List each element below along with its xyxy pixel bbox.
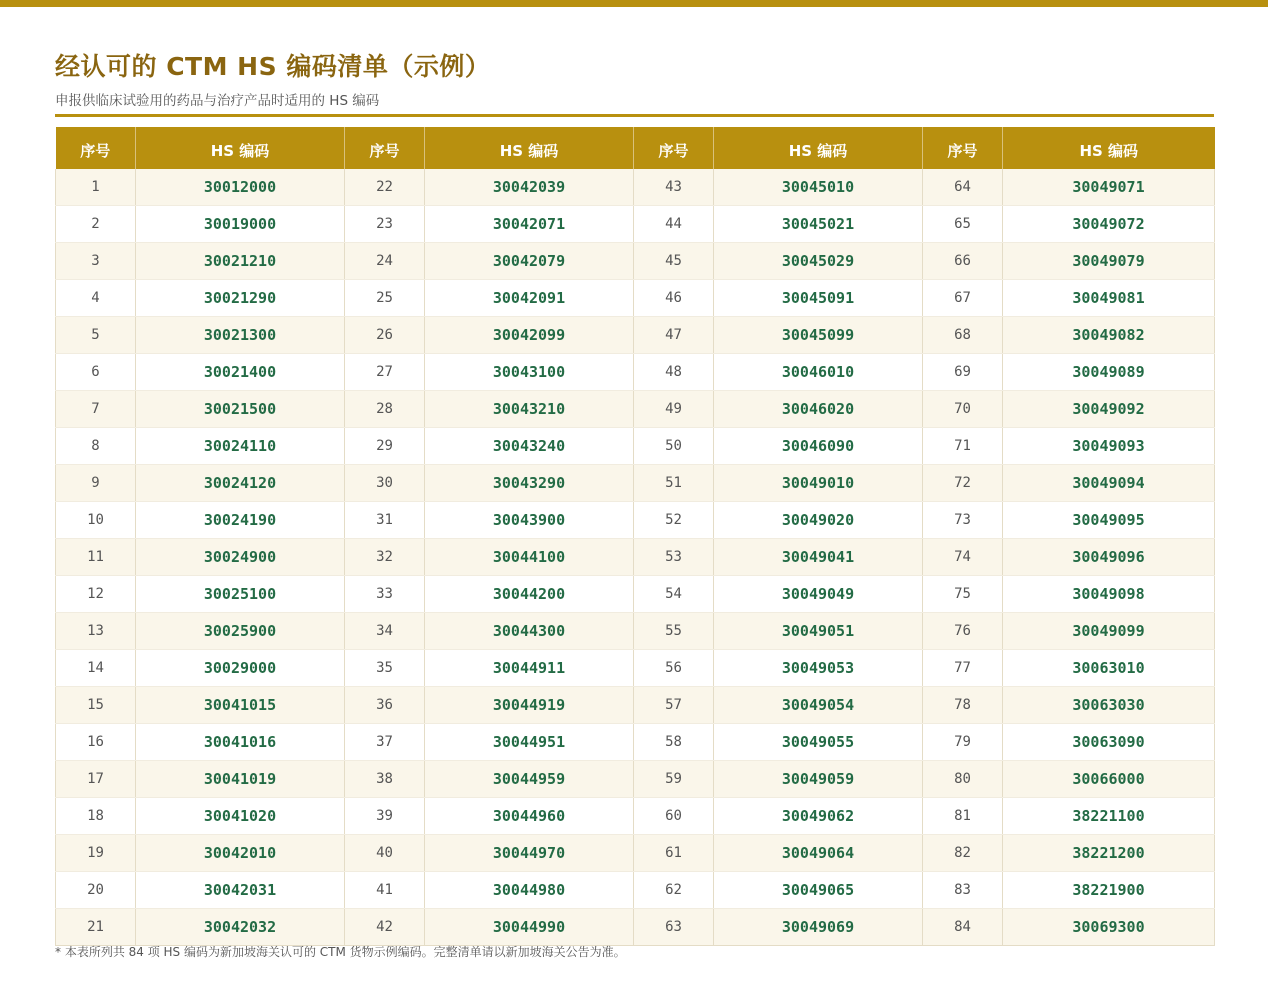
row-index-cell: 55 [634, 613, 714, 650]
row-index-cell: 29 [345, 428, 425, 465]
row-index-cell: 24 [345, 243, 425, 280]
row-index-cell: 9 [56, 465, 136, 502]
hs-code-cell: 30049093 [1003, 428, 1215, 465]
hs-code-cell: 30012000 [136, 169, 345, 206]
table-row [56, 909, 1215, 946]
column-header-hs-code: HS 编码 [136, 127, 345, 169]
hs-code-cell: 30063010 [1003, 650, 1215, 687]
table-row [56, 798, 1215, 835]
row-index-cell: 8 [56, 428, 136, 465]
hs-code-cell: 30042099 [425, 317, 634, 354]
hs-code-cell: 30045099 [714, 317, 923, 354]
row-index-cell: 11 [56, 539, 136, 576]
row-index-cell: 40 [345, 835, 425, 872]
hs-code-cell: 30041016 [136, 724, 345, 761]
column-header-index: 序号 [345, 127, 425, 169]
row-index-cell: 56 [634, 650, 714, 687]
hs-code-cell: 30066000 [1003, 761, 1215, 798]
row-index-cell: 37 [345, 724, 425, 761]
row-index-cell: 17 [56, 761, 136, 798]
row-index-cell: 66 [923, 243, 1003, 280]
hs-code-cell: 30049051 [714, 613, 923, 650]
row-index-cell: 4 [56, 280, 136, 317]
row-index-cell: 26 [345, 317, 425, 354]
row-index-cell: 73 [923, 502, 1003, 539]
hs-code-cell: 30045091 [714, 280, 923, 317]
row-index-cell: 78 [923, 687, 1003, 724]
row-index-cell: 60 [634, 798, 714, 835]
row-index-cell: 72 [923, 465, 1003, 502]
row-index-cell: 58 [634, 724, 714, 761]
hs-code-cell: 30045029 [714, 243, 923, 280]
hs-code-cell: 30049099 [1003, 613, 1215, 650]
table-row [56, 502, 1215, 539]
hs-code-cell: 30049041 [714, 539, 923, 576]
column-header-hs-code: HS 编码 [714, 127, 923, 169]
table-row [56, 169, 1215, 206]
row-index-cell: 54 [634, 576, 714, 613]
row-index-cell: 23 [345, 206, 425, 243]
table-row [56, 280, 1215, 317]
hs-code-cell: 30042039 [425, 169, 634, 206]
row-index-cell: 64 [923, 169, 1003, 206]
row-index-cell: 63 [634, 909, 714, 946]
top-accent-bar [0, 0, 1268, 7]
table-row [56, 391, 1215, 428]
hs-code-cell: 30044990 [425, 909, 634, 946]
table-row [56, 354, 1215, 391]
hs-code-cell: 30043100 [425, 354, 634, 391]
row-index-cell: 76 [923, 613, 1003, 650]
row-index-cell: 36 [345, 687, 425, 724]
hs-code-cell: 30049096 [1003, 539, 1215, 576]
table-row [56, 243, 1215, 280]
row-index-cell: 31 [345, 502, 425, 539]
row-index-cell: 46 [634, 280, 714, 317]
table-header-row [56, 127, 1215, 169]
row-index-cell: 52 [634, 502, 714, 539]
row-index-cell: 33 [345, 576, 425, 613]
row-index-cell: 82 [923, 835, 1003, 872]
page-subtitle: 申报供临床试验用的药品与治疗产品时适用的 HS 编码 [55, 93, 380, 109]
hs-code-cell: 30042071 [425, 206, 634, 243]
hs-code-cell: 30021500 [136, 391, 345, 428]
column-header-index: 序号 [634, 127, 714, 169]
hs-code-cell: 30044951 [425, 724, 634, 761]
table-row [56, 613, 1215, 650]
table-row [56, 872, 1215, 909]
row-index-cell: 43 [634, 169, 714, 206]
row-index-cell: 70 [923, 391, 1003, 428]
row-index-cell: 13 [56, 613, 136, 650]
hs-code-cell: 30063090 [1003, 724, 1215, 761]
hs-code-cell: 30044919 [425, 687, 634, 724]
hs-code-cell: 30049095 [1003, 502, 1215, 539]
title-divider [55, 114, 1214, 117]
row-index-cell: 84 [923, 909, 1003, 946]
hs-code-cell: 30049081 [1003, 280, 1215, 317]
row-index-cell: 53 [634, 539, 714, 576]
row-index-cell: 69 [923, 354, 1003, 391]
row-index-cell: 62 [634, 872, 714, 909]
hs-code-cell: 30049079 [1003, 243, 1215, 280]
row-index-cell: 79 [923, 724, 1003, 761]
hs-code-cell: 38221200 [1003, 835, 1215, 872]
row-index-cell: 21 [56, 909, 136, 946]
hs-code-cell: 30069300 [1003, 909, 1215, 946]
hs-code-cell: 30042091 [425, 280, 634, 317]
hs-code-cell: 30042010 [136, 835, 345, 872]
hs-code-cell: 30046010 [714, 354, 923, 391]
row-index-cell: 18 [56, 798, 136, 835]
row-index-cell: 3 [56, 243, 136, 280]
hs-code-cell: 30049054 [714, 687, 923, 724]
table-row [56, 465, 1215, 502]
hs-code-cell: 30049062 [714, 798, 923, 835]
hs-code-cell: 30025900 [136, 613, 345, 650]
hs-code-cell: 30044200 [425, 576, 634, 613]
row-index-cell: 50 [634, 428, 714, 465]
hs-code-cell: 30043290 [425, 465, 634, 502]
hs-code-cell: 30044960 [425, 798, 634, 835]
row-index-cell: 20 [56, 872, 136, 909]
row-index-cell: 10 [56, 502, 136, 539]
row-index-cell: 38 [345, 761, 425, 798]
row-index-cell: 65 [923, 206, 1003, 243]
hs-code-cell: 30041015 [136, 687, 345, 724]
hs-code-cell: 30024900 [136, 539, 345, 576]
row-index-cell: 47 [634, 317, 714, 354]
hs-code-cell: 30021400 [136, 354, 345, 391]
hs-code-cell: 30042031 [136, 872, 345, 909]
table-row [56, 539, 1215, 576]
hs-code-cell: 30044970 [425, 835, 634, 872]
row-index-cell: 61 [634, 835, 714, 872]
hs-code-cell: 30044300 [425, 613, 634, 650]
row-index-cell: 49 [634, 391, 714, 428]
footnote: * 本表所列共 84 项 HS 编码为新加坡海关认可的 CTM 货物示例编码。完整清单请以新加坡海关公告为准。 [55, 945, 626, 959]
row-index-cell: 19 [56, 835, 136, 872]
hs-code-cell: 30049092 [1003, 391, 1215, 428]
hs-code-cell: 30043240 [425, 428, 634, 465]
hs-code-cell: 30042079 [425, 243, 634, 280]
row-index-cell: 30 [345, 465, 425, 502]
row-index-cell: 14 [56, 650, 136, 687]
column-header-hs-code: HS 编码 [1003, 127, 1215, 169]
hs-code-cell: 30063030 [1003, 687, 1215, 724]
hs-code-cell: 30021210 [136, 243, 345, 280]
row-index-cell: 42 [345, 909, 425, 946]
table-row [56, 206, 1215, 243]
hs-code-cell: 30049053 [714, 650, 923, 687]
row-index-cell: 71 [923, 428, 1003, 465]
page-title: 经认可的 CTM HS 编码清单（示例） [55, 52, 491, 81]
hs-code-cell: 30049049 [714, 576, 923, 613]
row-index-cell: 15 [56, 687, 136, 724]
row-index-cell: 83 [923, 872, 1003, 909]
row-index-cell: 22 [345, 169, 425, 206]
row-index-cell: 74 [923, 539, 1003, 576]
row-index-cell: 28 [345, 391, 425, 428]
table-row [56, 428, 1215, 465]
hs-code-cell: 30029000 [136, 650, 345, 687]
hs-code-cell: 30049059 [714, 761, 923, 798]
hs-code-cell: 30049064 [714, 835, 923, 872]
row-index-cell: 39 [345, 798, 425, 835]
hs-code-cell: 30049098 [1003, 576, 1215, 613]
hs-code-cell: 30041019 [136, 761, 345, 798]
hs-code-cell: 30046020 [714, 391, 923, 428]
row-index-cell: 57 [634, 687, 714, 724]
hs-code-cell: 30025100 [136, 576, 345, 613]
row-index-cell: 6 [56, 354, 136, 391]
hs-code-cell: 38221100 [1003, 798, 1215, 835]
row-index-cell: 81 [923, 798, 1003, 835]
row-index-cell: 35 [345, 650, 425, 687]
hs-code-table [55, 127, 1215, 946]
row-index-cell: 1 [56, 169, 136, 206]
row-index-cell: 2 [56, 206, 136, 243]
hs-code-cell: 30049010 [714, 465, 923, 502]
hs-code-cell: 30044959 [425, 761, 634, 798]
hs-code-cell: 30044911 [425, 650, 634, 687]
hs-code-cell: 30024120 [136, 465, 345, 502]
row-index-cell: 34 [345, 613, 425, 650]
row-index-cell: 12 [56, 576, 136, 613]
row-index-cell: 48 [634, 354, 714, 391]
hs-code-cell: 30045021 [714, 206, 923, 243]
row-index-cell: 27 [345, 354, 425, 391]
table-row [56, 724, 1215, 761]
hs-code-cell: 30049094 [1003, 465, 1215, 502]
hs-code-cell: 30049055 [714, 724, 923, 761]
hs-code-cell: 30021290 [136, 280, 345, 317]
hs-code-cell: 30021300 [136, 317, 345, 354]
hs-code-cell: 30044980 [425, 872, 634, 909]
table-row [56, 650, 1215, 687]
hs-code-cell: 30045010 [714, 169, 923, 206]
row-index-cell: 59 [634, 761, 714, 798]
row-index-cell: 45 [634, 243, 714, 280]
hs-code-cell: 30043900 [425, 502, 634, 539]
hs-code-cell: 30043210 [425, 391, 634, 428]
table-row [56, 835, 1215, 872]
row-index-cell: 80 [923, 761, 1003, 798]
hs-code-cell: 30049089 [1003, 354, 1215, 391]
row-index-cell: 75 [923, 576, 1003, 613]
hs-code-cell: 30049071 [1003, 169, 1215, 206]
table-row [56, 687, 1215, 724]
hs-code-cell: 30024190 [136, 502, 345, 539]
row-index-cell: 67 [923, 280, 1003, 317]
hs-code-cell: 30044100 [425, 539, 634, 576]
row-index-cell: 32 [345, 539, 425, 576]
table-row [56, 761, 1215, 798]
hs-code-cell: 38221900 [1003, 872, 1215, 909]
hs-code-cell: 30049069 [714, 909, 923, 946]
row-index-cell: 68 [923, 317, 1003, 354]
table-row [56, 317, 1215, 354]
hs-code-cell: 30041020 [136, 798, 345, 835]
hs-code-cell: 30049020 [714, 502, 923, 539]
row-index-cell: 77 [923, 650, 1003, 687]
hs-code-cell: 30046090 [714, 428, 923, 465]
hs-code-cell: 30019000 [136, 206, 345, 243]
row-index-cell: 25 [345, 280, 425, 317]
column-header-index: 序号 [923, 127, 1003, 169]
row-index-cell: 41 [345, 872, 425, 909]
column-header-hs-code: HS 编码 [425, 127, 634, 169]
column-header-index: 序号 [56, 127, 136, 169]
hs-code-cell: 30042032 [136, 909, 345, 946]
row-index-cell: 7 [56, 391, 136, 428]
row-index-cell: 44 [634, 206, 714, 243]
row-index-cell: 16 [56, 724, 136, 761]
hs-code-cell: 30024110 [136, 428, 345, 465]
hs-code-cell: 30049082 [1003, 317, 1215, 354]
row-index-cell: 51 [634, 465, 714, 502]
row-index-cell: 5 [56, 317, 136, 354]
hs-code-cell: 30049072 [1003, 206, 1215, 243]
table-row [56, 576, 1215, 613]
hs-code-cell: 30049065 [714, 872, 923, 909]
